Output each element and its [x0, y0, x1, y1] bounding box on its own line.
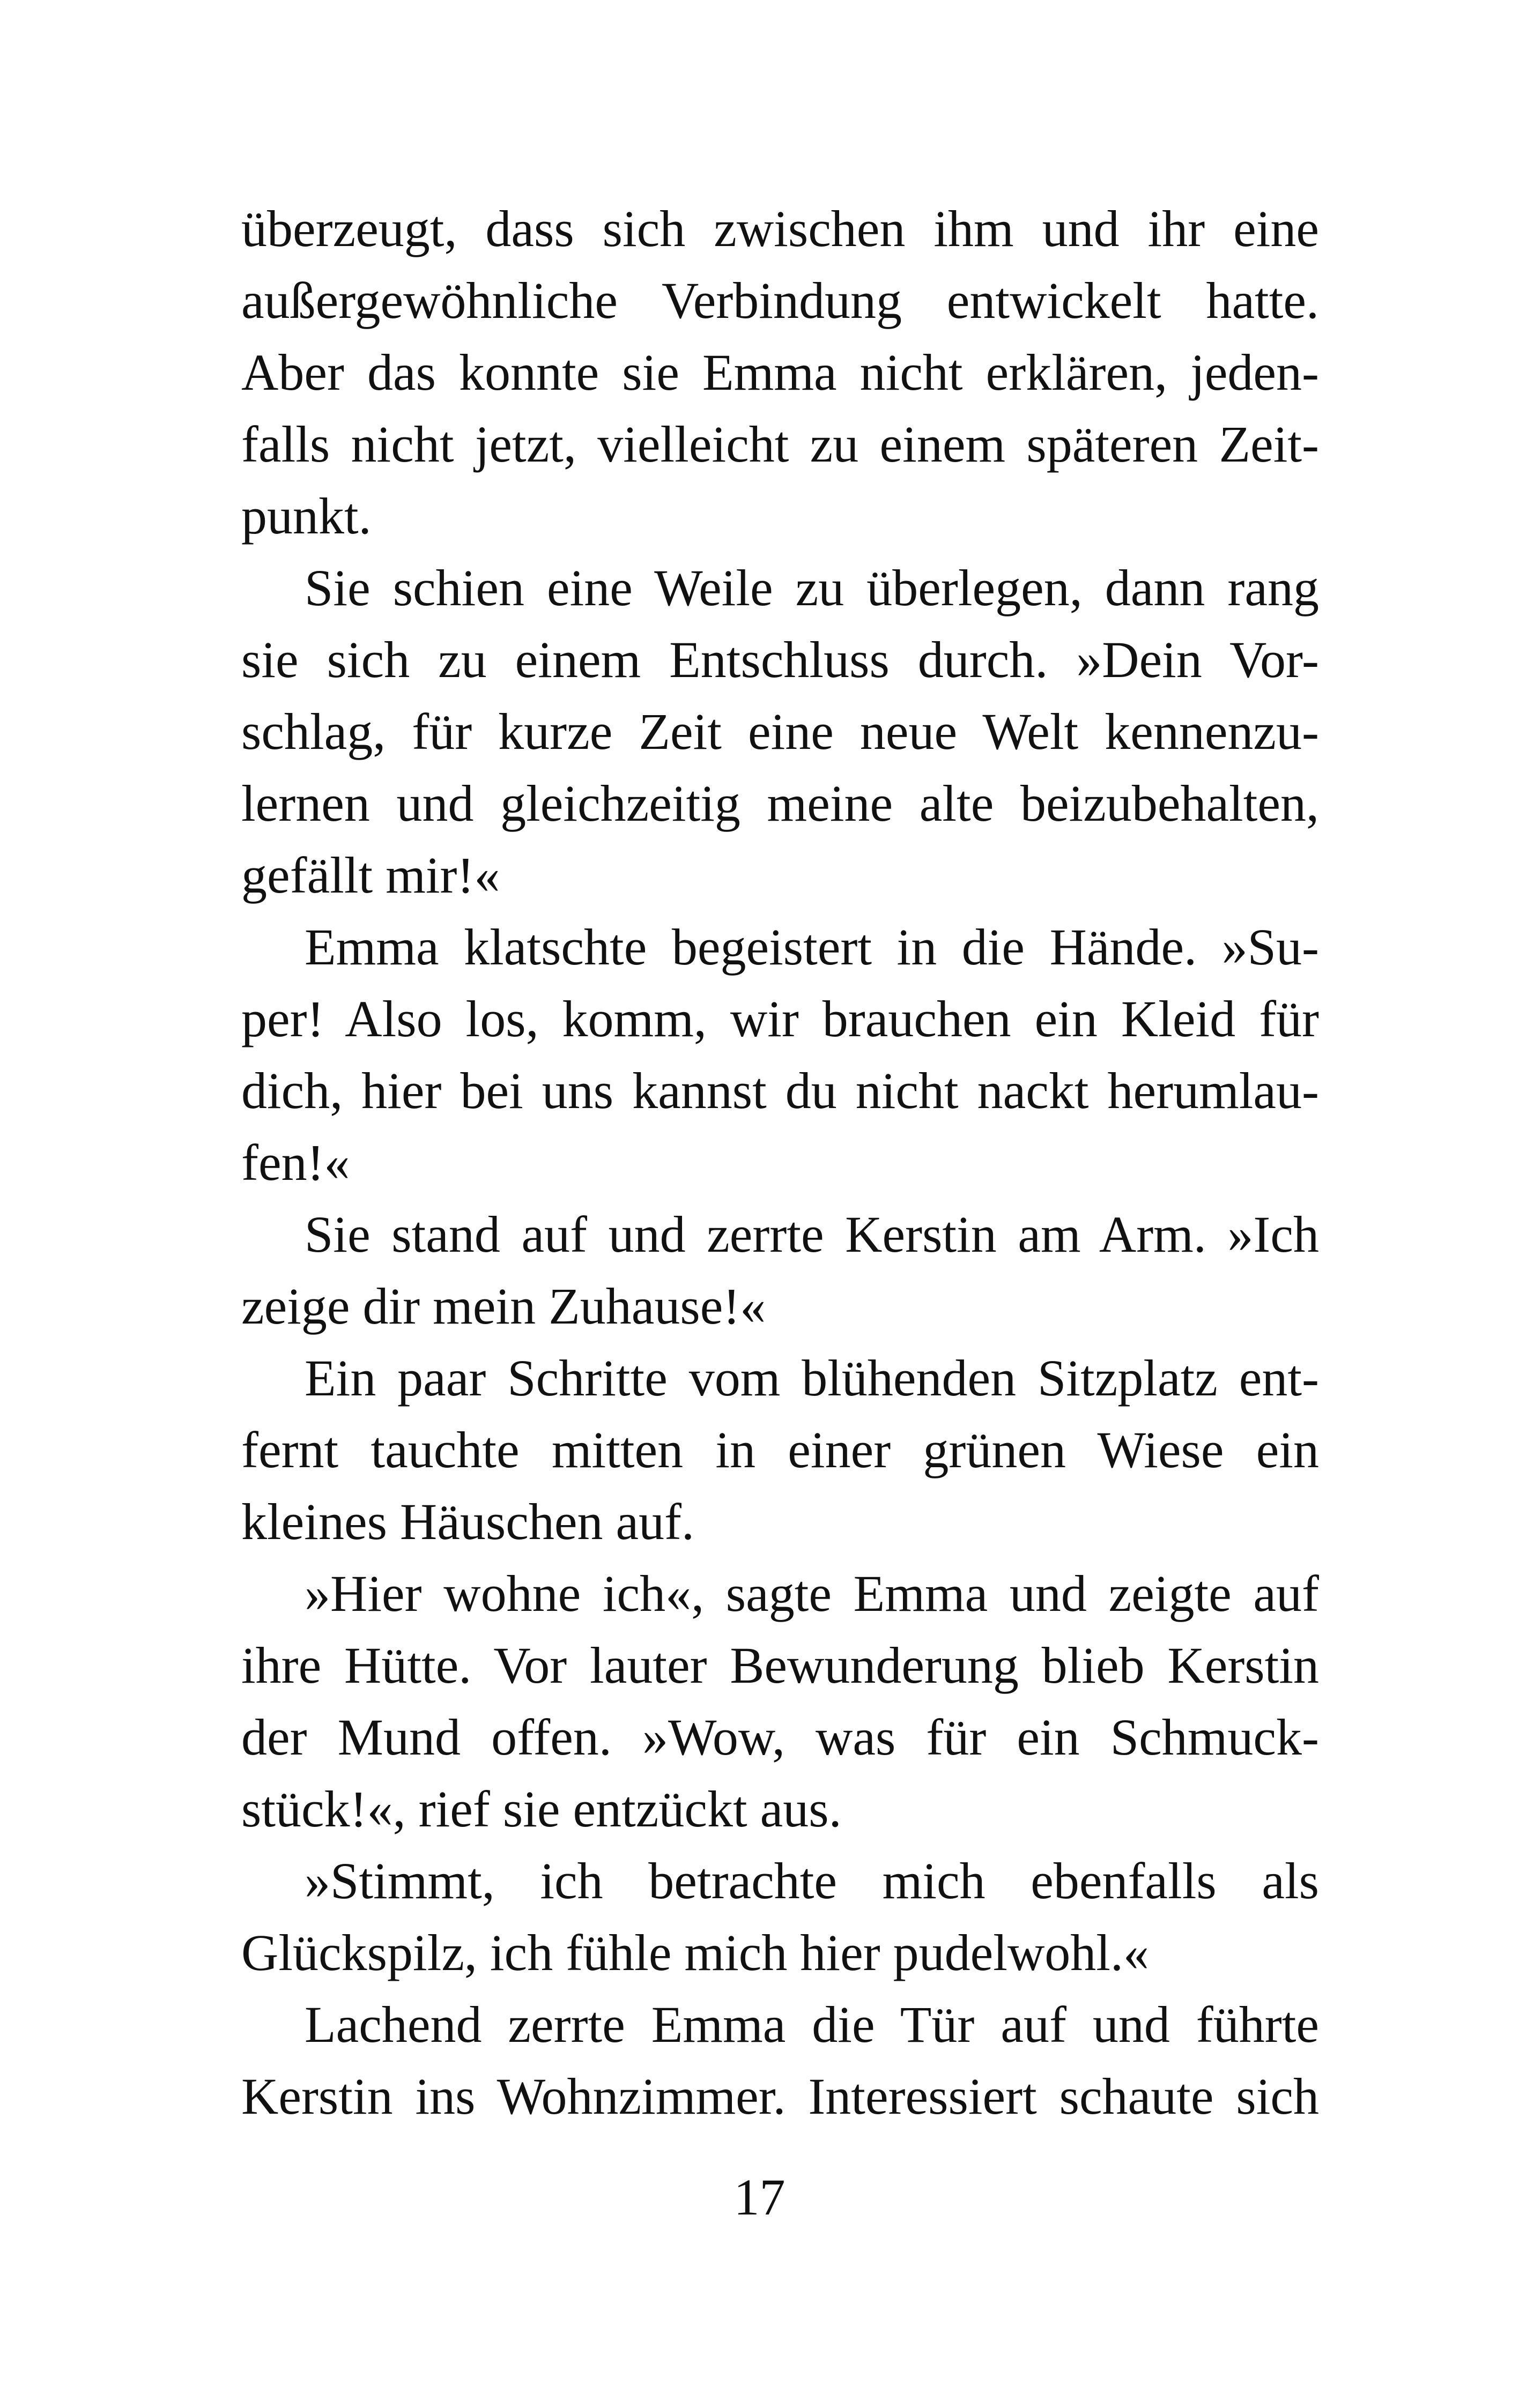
- text-line: per! Also los, komm, wir brauchen ein Kleid für: [241, 990, 1319, 1047]
- text-line: der Mund offen. »Wow, was für ein Schmuck-: [241, 1708, 1319, 1766]
- page-number: 17: [733, 2168, 786, 2226]
- paragraph-first-line: Emma klatschte begeistert in die Hände. »Su-: [305, 918, 1319, 976]
- text-line: fen!«: [241, 1134, 350, 1191]
- paragraph-first-line: Ein paar Schritte vom blühenden Sitzplatz ent-: [305, 1349, 1319, 1407]
- text-line: kleines Häuschen auf.: [241, 1493, 695, 1550]
- text-line: außergewöhnliche Verbindung entwickelt hatte.: [241, 272, 1319, 329]
- text-line: sie sich zu einem Entschluss durch. »Dein Vor-: [241, 631, 1319, 688]
- text-line: gefällt mir!«: [241, 846, 500, 904]
- text-line: Aber das konnte sie Emma nicht erklären, jeden-: [241, 344, 1319, 401]
- text-line: ihre Hütte. Vor lauter Bewunderung blieb Kerstin: [241, 1637, 1319, 1694]
- text-line: lernen und gleichzeitig meine alte beizubehalten,: [241, 775, 1319, 832]
- text-line: zeige dir mein Zuhause!«: [241, 1277, 766, 1335]
- text-line: Glückspilz, ich fühle mich hier pudelwohl.«: [241, 1924, 1149, 1981]
- paragraph-first-line: Sie stand auf und zerrte Kerstin am Arm. »Ich: [305, 1206, 1319, 1263]
- text-line: dich, hier bei uns kannst du nicht nackt herumlau-: [241, 1062, 1319, 1119]
- paragraph-first-line: Lachend zerrte Emma die Tür auf und führte: [305, 1996, 1319, 2053]
- body-text: [241, 193, 1319, 2132]
- paragraph-first-line: »Stimmt, ich betrachte mich ebenfalls als: [305, 1852, 1319, 1909]
- text-line: falls nicht jetzt, vielleicht zu einem späteren Zeit-: [241, 415, 1319, 473]
- text-line: fernt tauchte mitten in einer grünen Wiese ein: [241, 1421, 1319, 1478]
- text-line: überzeugt, dass sich zwischen ihm und ihr eine: [241, 200, 1319, 257]
- text-line: Kerstin ins Wohnzimmer. Interessiert schaute sich: [241, 2068, 1319, 2125]
- text-line: stück!«, rief sie entzückt aus.: [241, 1780, 842, 1838]
- text-line: schlag, für kurze Zeit eine neue Welt kennenzu-: [241, 703, 1319, 760]
- paragraph-first-line: »Hier wohne ich«, sagte Emma und zeigte auf: [305, 1565, 1319, 1622]
- paragraph-first-line: Sie schien eine Weile zu überlegen, dann rang: [305, 559, 1319, 616]
- text-line: punkt.: [241, 487, 372, 545]
